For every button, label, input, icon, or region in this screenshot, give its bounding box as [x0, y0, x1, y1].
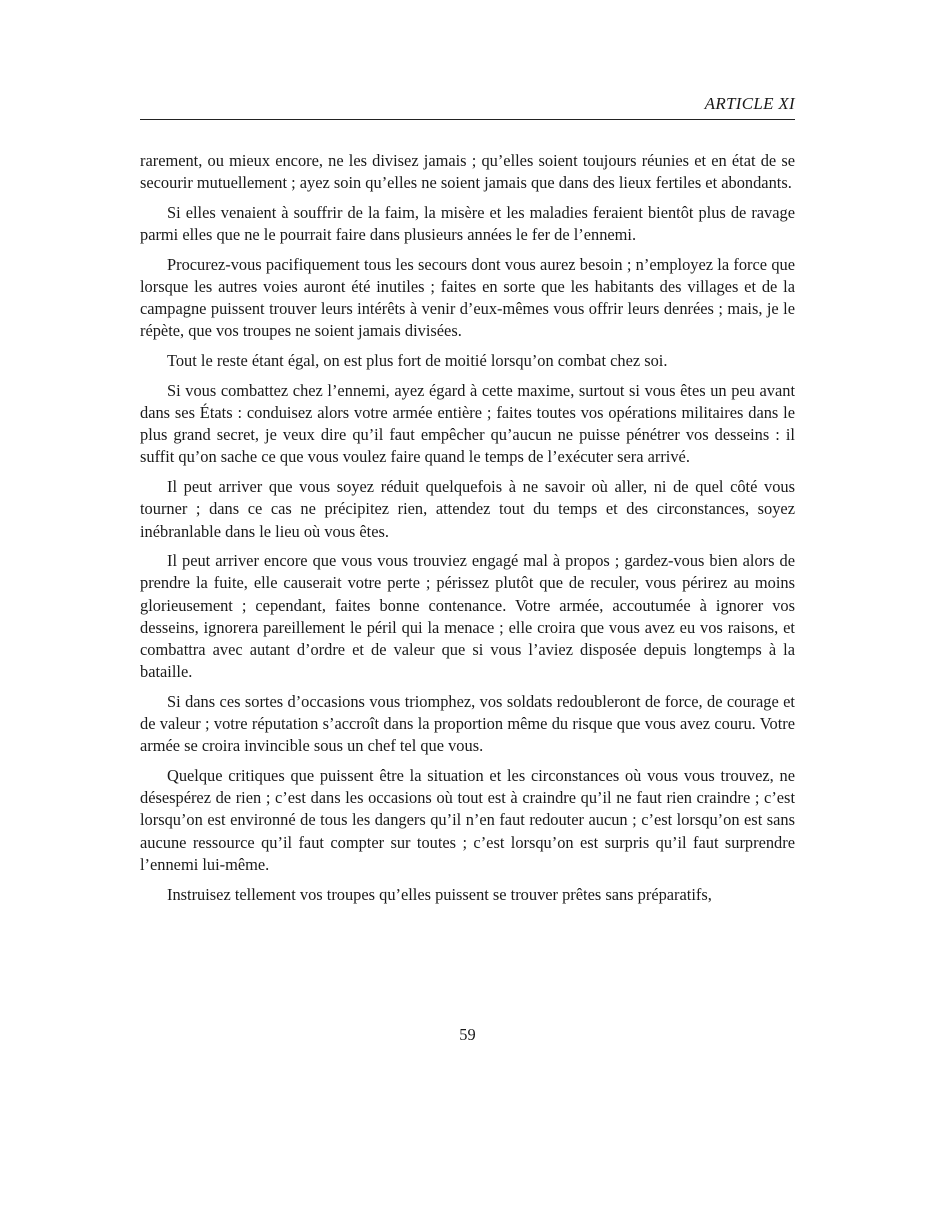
running-header-title: ARTICLE XI [704, 94, 795, 113]
paragraph: Si vous combattez chez l’ennemi, ayez égard à cette maxime, surtout si vous êtes un peu avant dans ses États : conduisez alors votre armée entière ; faites toutes vos opérations militaires dans le plus grand secret, je veux dire qu’il faut empêcher qu’aucun ne puisse pénétrer vos desseins : il suffit qu’on sache ce que vous voulez faire quand le temps de l’exécuter sera arrivé. [140, 380, 795, 467]
page-number: 59 [459, 1025, 476, 1044]
paragraph: Procurez-vous pacifiquement tous les secours dont vous aurez besoin ; n’employez la force que lorsque les autres voies auront été inutiles ; faites en sorte que les habitants des villages et de la campagne puissent trouver leurs intérêts à venir d’eux-mêmes vous offrir leurs denrées ; mais, je le répète, que vos troupes ne soient jamais divisées. [140, 254, 795, 341]
paragraph: Il peut arriver que vous soyez réduit quelquefois à ne savoir où aller, ni de quel côté vous tourner ; dans ce cas ne précipitez rien, attendez tout du temps et des circonstances, soyez inébranlable dans le lieu où vous êtes. [140, 477, 795, 541]
paragraph: Si elles venaient à souffrir de la faim, la misère et les maladies feraient bientôt plus de ravage parmi elles que ne le pourrait faire dans plusieurs années le fer de l’ennemi. [140, 202, 795, 245]
header-rule [140, 119, 795, 120]
paragraph: rarement, ou mieux encore, ne les divisez jamais ; qu’elles soient toujours réunies et en état de se secourir mutuellement ; ayez soin qu’elles ne soient jamais que dans des lieux fertiles et abondants. [140, 151, 795, 193]
paragraph: Si dans ces sortes d’occasions vous triomphez, vos soldats redoubleront de force, de courage et de valeur ; votre réputation s’accroît dans la proportion même du risque que vous avez couru. Votre armée se croira invincible sous un chef tel que vous. [140, 691, 795, 756]
paragraph: Instruisez tellement vos troupes qu’elles puissent se trouver prêtes sans préparatifs, [167, 884, 712, 904]
paragraph: Tout le reste étant égal, on est plus fort de moitié lorsqu’on combat chez soi. [167, 351, 668, 371]
paragraph: Il peut arriver encore que vous vous trouviez engagé mal à propos ; gardez-vous bien alors de prendre la fuite, elle causerait votre perte ; périssez plutôt que de reculer, vous périrez au moins glorieusement ; cependant, faites bonne contenance. Votre armée, accoutumée à ignorer vos desseins, ignorera pareillement le péril qui la menace ; elle croira que vous avez eu vos raisons, et combattra avec autant d’ordre et de valeur que si vous l’aviez disposée depuis longtemps à la bataille. [140, 551, 795, 682]
body-text [140, 150, 795, 913]
paragraph: Quelque critiques que puissent être la situation et les circonstances où vous vous trouvez, ne désespérez de rien ; c’est dans les occasions où tout est à craindre qu’il ne faut rien craindre ; c’est lorsqu’on est environné de tous les dangers qu’il n’en faut redouter aucun ; c’est lorsqu’on est sans aucune ressource qu’il faut compter sur toutes ; c’est lorsqu’on est surpris qu’il faut surprendre l’ennemi lui-même. [140, 766, 795, 874]
